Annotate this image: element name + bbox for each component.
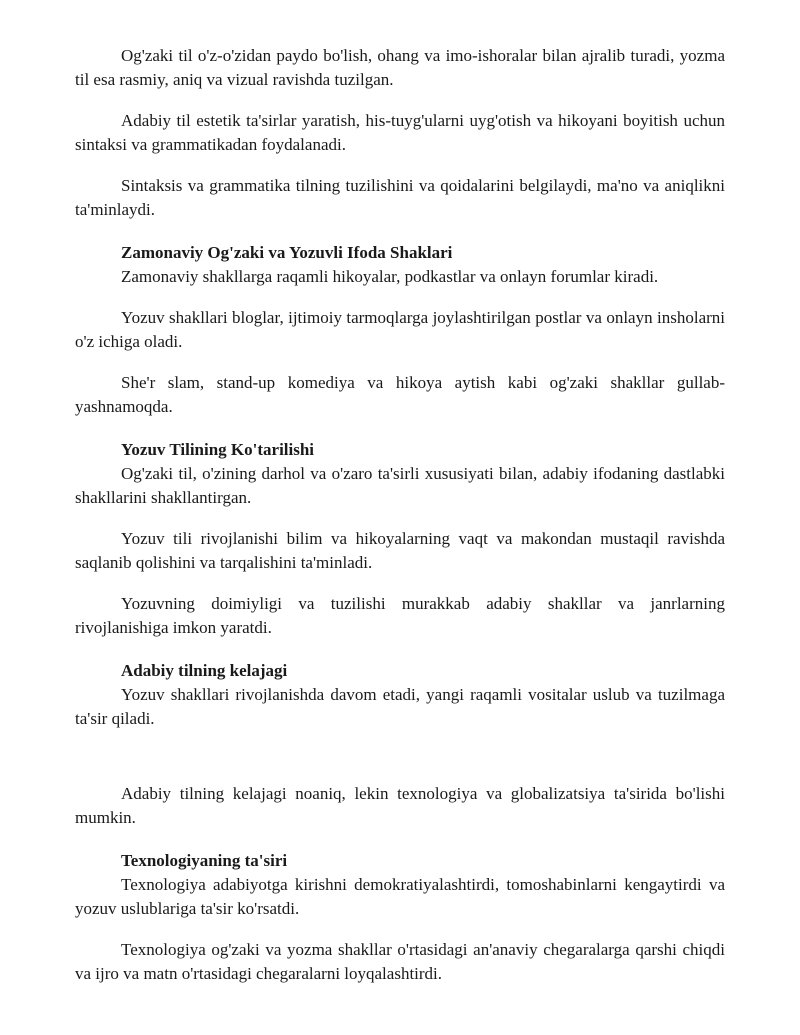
paragraph: Zamonaviy shakllarga raqamli hikoyalar, podkastlar va onlayn forumlar kiradi. [121,267,659,286]
intro-block [75,44,725,222]
section-heading: Adabiy tilning kelajagi [121,661,288,680]
paragraph: Og'zaki til o'z-o'zidan paydo bo'lish, ohang va imo-ishoralar bilan ajralib turadi, yozma til esa rasmiy, aniq va vizual ravishda tuzilgan. [75,46,725,89]
section-heading: Zamonaviy Og'zaki va Yozuvli Ifoda Shaklari [121,243,453,262]
paragraph: Yozuv shakllari bloglar, ijtimoiy tarmoqlarga joylashtirilgan postlar va onlayn insholarni o'z ichiga oladi. [75,308,725,351]
paragraph: Yozuv shakllari rivojlanishda davom etadi, yangi raqamli vositalar uslub va tuzilmaga ta'sir qiladi. [75,685,725,728]
paragraph: She'r slam, stand-up komediya va hikoya aytish kabi og'zaki shakllar gullab-yashnamoqda. [75,373,725,416]
paragraph: Yozuv tili rivojlanishi bilim va hikoyalarning vaqt va makondan mustaqil ravishda saqlanib qolishini va tarqalishini ta'minladi. [75,529,725,572]
section-heading: Yozuv Tilining Ko'tarilishi [121,440,315,459]
paragraph: Adabiy tilning kelajagi noaniq, lekin texnologiya va globalizatsiya ta'sirida bo'lishi mumkin. [75,784,725,827]
paragraph: Texnologiya og'zaki va yozma shakllar o'rtasidagi an'anaviy chegaralarga qarshi chiqdi va ijro va matn o'rtasidagi chegaralarni loyqalashtirdi. [75,940,725,983]
paragraph: Texnologiya adabiyotga kirishni demokratiyalashtirdi, tomoshabinlarni kengaytirdi va yozuv uslublariga ta'sir ko'rsatdi. [75,875,725,918]
section-modern-forms [75,241,725,419]
document-page [75,44,725,986]
section-heading: Texnologiyaning ta'siri [121,851,288,870]
paragraph: Adabiy til estetik ta'sirlar yaratish, his-tuyg'ularni uyg'otish va hikoyani boyitish uchun sintaksi va grammatikadan foydalanadi. [75,111,725,154]
paragraph: Sintaksis va grammatika tilning tuzilishini va qoidalarini belgilaydi, ma'no va aniqlikni ta'minlaydi. [75,176,725,219]
section-rise-of-writing [75,438,725,640]
paragraph: Og'zaki til, o'zining darhol va o'zaro ta'sirli xususiyati bilan, adabiy ifodaning dastlabki shakllarini shakllantirgan. [75,464,725,507]
section-technology-impact [75,849,725,986]
paragraph: Yozuvning doimiyligi va tuzilishi murakkab adabiy shakllar va janrlarning rivojlanishiga imkon yaratdi. [75,594,725,637]
section-future-of-literary-language [75,659,725,830]
